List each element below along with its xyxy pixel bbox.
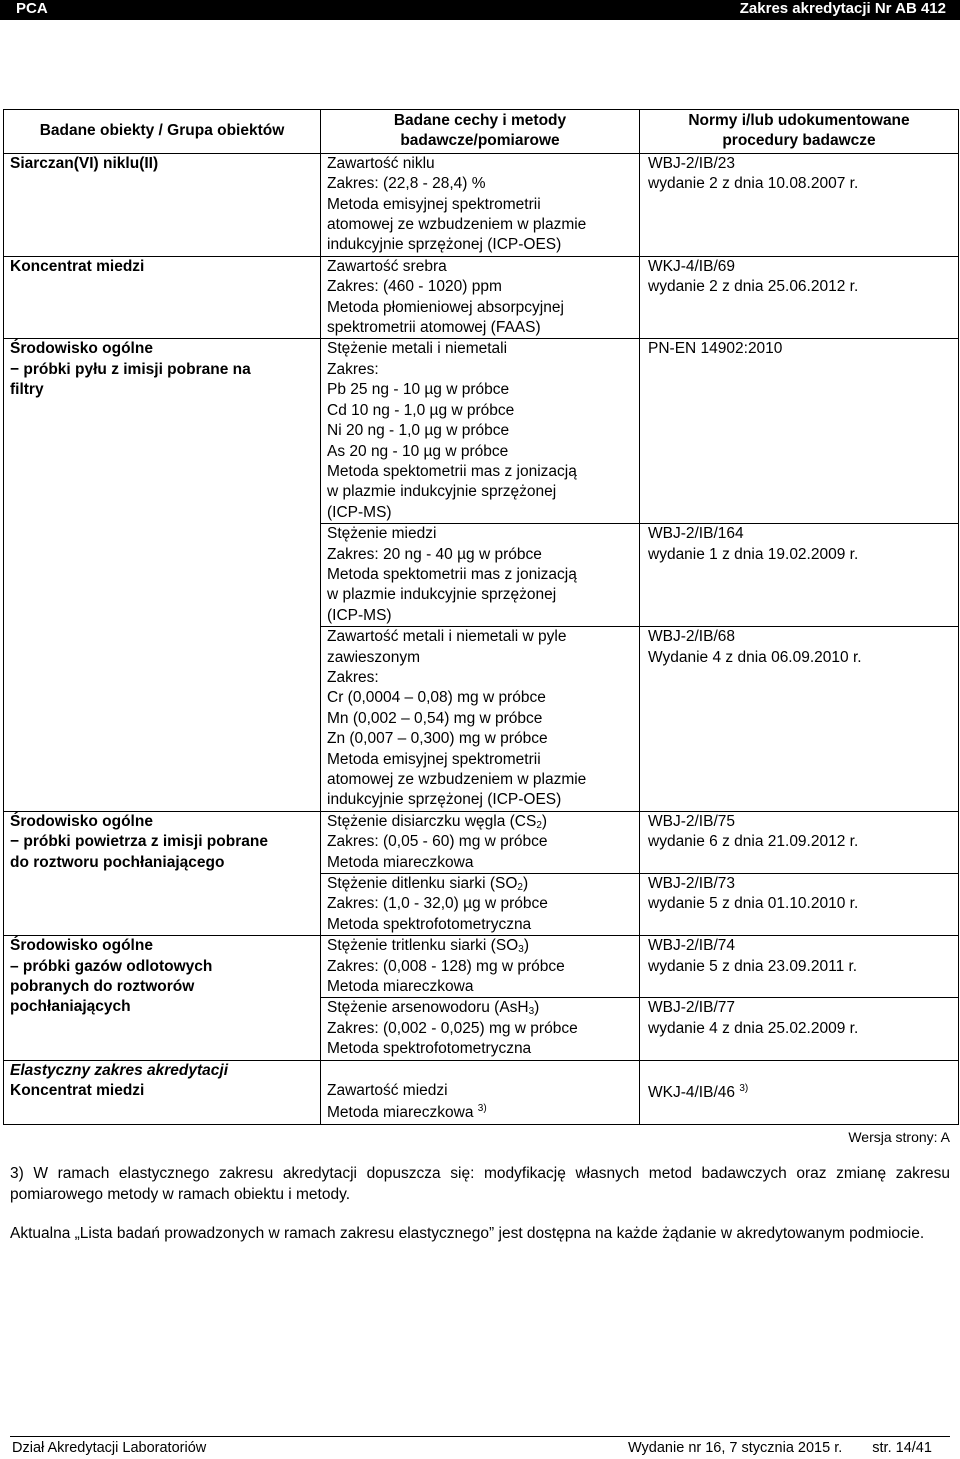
norm-cell: WBJ-2/IB/68 Wydanie 4 z dnia 06.09.2010 r. xyxy=(640,627,959,812)
feature-cell: Stężenie ditlenku siarki $(SO_2)$ Zakres: (1,0 - 32,0) µg w próbce Metoda spektrofotometryczna xyxy=(321,874,640,936)
feature-cell: Zawartość miedzi Metoda miareczkowa $^{3)}$ xyxy=(321,1060,640,1124)
table-row xyxy=(4,1060,959,1124)
object-cell: Środowisko ogólne − próbki pyłu z imisji pobrane na filtry xyxy=(4,339,321,811)
page-header-bar xyxy=(0,0,960,20)
footer-issue: Wydanie nr 16, 7 stycznia 2015 r. xyxy=(628,1440,843,1456)
norm-cell: WBJ-2/IB/77 wydanie 4 z dnia 25.02.2009 r. xyxy=(640,998,959,1060)
norm-cell: WBJ-2/IB/23 wydanie 2 z dnia 10.08.2007 r. xyxy=(640,153,959,256)
object-cell: Środowisko ogólne – próbki gazów odlotowych pobranych do roztworów pochłaniających xyxy=(4,936,321,1060)
note-list-availability: Aktualna „Lista badań prowadzonych w ramach zakresu elastycznego” jest dostępna na każde żądanie w akredytowanym podmiocie. xyxy=(10,1225,925,1242)
table-row xyxy=(4,339,959,524)
column-header-features: Badane cechy i metody badawcze/pomiarowe xyxy=(321,110,640,154)
norm-cell: WKJ-4/IB/46 $^{3)}$ xyxy=(640,1060,959,1124)
header-right-label: Zakres akredytacji Nr AB 412 xyxy=(739,0,946,17)
object-cell: Koncentrat miedzi xyxy=(4,256,321,339)
object-cell: Elastyczny zakres akredytacji Koncentrat miedzi xyxy=(4,1060,321,1124)
norm-cell: WBJ-2/IB/75 wydanie 6 z dnia 21.09.2012 r. xyxy=(640,811,959,873)
column-header-objects: Badane obiekty / Grupa obiektów xyxy=(4,110,321,154)
object-cell: Siarczan(VI) niklu(II) xyxy=(4,153,321,256)
table-row xyxy=(4,256,959,339)
norm-cell: WBJ-2/IB/74 wydanie 5 z dnia 23.09.2011 r. xyxy=(640,936,959,998)
feature-cell: Zawartość srebra Zakres: (460 - 1020) ppm Metoda płomieniowej absorpcyjnej spektrometrii atomowej (FAAS) xyxy=(321,256,640,339)
page-version-label: Wersja strony: A xyxy=(848,1129,950,1145)
footnote-flexible-scope: 3) W ramach elastycznego zakresu akredytacji dopuszcza się: modyfikację własnych metod badawczych oraz zmianę zakresu pomiarowego metody w ramach obiektu i metody. xyxy=(10,1165,950,1203)
norm-cell: WKJ-4/IB/69 wydanie 2 z dnia 25.06.2012 r. xyxy=(640,256,959,339)
object-cell: Środowisko ogólne − próbki powietrza z imisji pobrane do roztworu pochłaniającego xyxy=(4,811,321,935)
norm-cell: PN-EN 14902:2010 xyxy=(640,339,959,524)
table-row xyxy=(4,811,959,873)
header-left-label: PCA xyxy=(16,0,48,17)
footer-department: Dział Akredytacji Laboratoriów xyxy=(12,1440,207,1456)
table-header-row xyxy=(4,110,959,154)
accreditation-table xyxy=(3,109,959,1125)
feature-cell: Stężenie disiarczku węgla $(CS_2)$ Zakres: (0,05 - 60) mg w próbce Metoda miareczkowa xyxy=(321,811,640,873)
feature-cell: Stężenie arsenowodoru (AsH$_3$) Zakres: (0,002 - 0,025) mg w próbce Metoda spektrofotometryczna xyxy=(321,998,640,1060)
feature-cell: Stężenie miedzi Zakres: 20 ng - 40 µg w próbce Metoda spektometrii mas z jonizacją w plazmie indukcyjnie sprzężonej (ICP-MS) xyxy=(321,524,640,627)
table-row xyxy=(4,936,959,998)
feature-cell: Stężenie tritlenku siarki $(SO_3)$ Zakres: (0,008 - 128) mg w próbce Metoda miareczkowa xyxy=(321,936,640,998)
footer-issue-info xyxy=(628,1440,932,1456)
footer-page-number: str. 14/41 xyxy=(872,1440,932,1456)
norm-cell: WBJ-2/IB/73 wydanie 5 z dnia 01.10.2010 r. xyxy=(640,874,959,936)
feature-cell: Zawartość niklu Zakres: (22,8 - 28,4) % Metoda emisyjnej spektrometrii atomowej ze wzbudzeniem w plazmie indukcyjnie sprzężonej (ICP-OES) xyxy=(321,153,640,256)
table-row xyxy=(4,153,959,256)
feature-cell: Zawartość metali i niemetali w pyle zawieszonym Zakres: Cr (0,0004 – 0,08) mg w próbce Mn (0,002 – 0,54) mg w próbce Zn (0,007 – 0,300) mg w próbce Metoda emisyjnej spektrometrii atomowej ze wzbudzeniem w plazmie indukcyjnie sprzężonej (ICP-OES) xyxy=(321,627,640,812)
column-header-norms: Normy i/lub udokumentowane procedury badawcze xyxy=(640,110,959,154)
footer-divider xyxy=(10,1436,950,1437)
feature-cell: Stężenie metali i niemetali Zakres: Pb 25 ng - 10 µg w próbce Cd 10 ng - 1,0 µg w próbce Ni 20 ng - 1,0 µg w próbce As 20 ng - 10 µg w próbce Metoda spektometrii mas z jonizacją w plazmie indukcyjnie sprzężonej (ICP-MS) xyxy=(321,339,640,524)
norm-cell: WBJ-2/IB/164 wydanie 1 z dnia 19.02.2009 r. xyxy=(640,524,959,627)
flexible-scope-label: Elastyczny zakres akredytacji xyxy=(10,1061,228,1079)
